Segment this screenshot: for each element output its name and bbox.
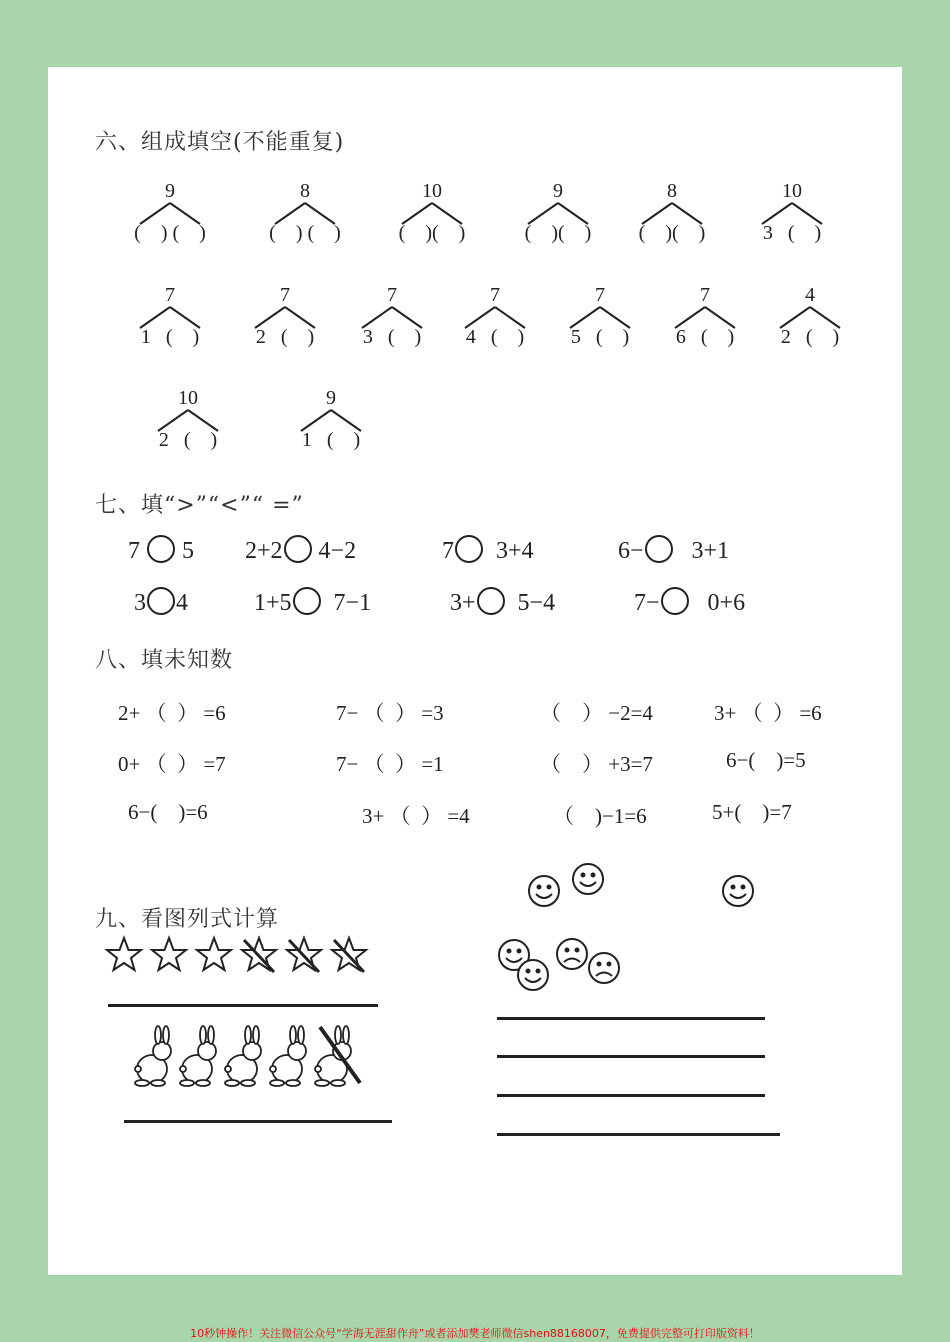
rabbit-icon [180,1026,216,1086]
sad-face-icon [557,939,587,969]
tree-parts[interactable]: ( )( ) [398,222,466,244]
rabbits-picture [128,1025,368,1090]
answer-line[interactable] [497,1133,780,1136]
tree-parts[interactable]: ( ) ( ) [134,222,206,244]
tree-total: 7 [490,284,500,306]
tree-parts[interactable]: 4 ( ) [465,326,525,348]
tree-total: 8 [300,180,310,202]
equation[interactable]: 3+ （ ） =4 [362,804,470,828]
composition-tree [105,180,235,250]
composition-tree [493,180,623,250]
tree-parts[interactable]: 6 ( ) [675,326,735,348]
tree-total: 9 [165,180,175,202]
star-icon [152,938,186,970]
composition-tree [123,387,253,457]
compare-item: 7 5 [128,538,194,566]
smile-face-icon [573,864,603,894]
tree-total: 8 [667,180,677,202]
section9-heading: 九、看图列式计算 [95,907,280,932]
equation[interactable]: 6−( )=5 [726,748,806,772]
tree-parts[interactable]: 3 ( ) [762,222,822,244]
tree-parts[interactable]: 2 ( ) [255,326,315,348]
equation[interactable]: 6−( )=6 [128,800,208,824]
compare-item: 3 4 [134,590,188,618]
equation[interactable]: 7− （ ） =1 [336,752,444,776]
tree-total: 7 [280,284,290,306]
section8-heading: 八、填未知数 [95,648,234,673]
composition-tree [240,180,370,250]
equation[interactable]: （ ） +3=7 [540,752,653,776]
tree-parts[interactable]: 2 ( ) [780,326,840,348]
tree-total: 10 [422,180,442,202]
stars-picture [104,935,374,975]
star-icon [197,938,231,970]
answer-line[interactable] [108,1004,378,1007]
tree-parts[interactable]: ( )( ) [638,222,706,244]
equation[interactable]: 7− （ ） =3 [336,701,444,725]
composition-tree [266,387,396,457]
compare-item: 1+5 7−1 [254,590,371,618]
equation[interactable]: （ )−1=6 [553,804,647,828]
answer-circle[interactable] [661,587,689,615]
tree-total: 9 [553,180,563,202]
tree-parts[interactable]: 3 ( ) [362,326,422,348]
star-icon [107,938,141,970]
composition-tree [105,284,235,354]
rabbit-icon [135,1026,171,1086]
composition-tree [367,180,497,250]
equation[interactable]: （ ） −2=4 [540,701,653,725]
tree-total: 4 [805,284,815,306]
answer-circle[interactable] [147,535,175,563]
composition-tree [727,180,857,250]
compare-item: 7 3+4 [442,538,534,566]
section6-heading: 六、组成填空(不能重复) [95,130,345,155]
sad-face-icon [589,953,619,983]
rabbit-icon [315,1026,351,1086]
answer-circle[interactable] [284,535,312,563]
smile-face-icon [723,876,753,906]
composition-tree [607,180,737,250]
equation[interactable]: 0+ （ ） =7 [118,752,226,776]
tree-total: 7 [595,284,605,306]
answer-line[interactable] [497,1055,765,1058]
equation[interactable]: 2+ （ ） =6 [118,701,226,725]
compare-item: 2+2 4−2 [245,538,356,566]
tree-parts[interactable]: 5 ( ) [570,326,630,348]
tree-parts[interactable]: 1 ( ) [140,326,200,348]
composition-tree [745,284,875,354]
footer-notice: 10秒钟操作！关注微信公众号“学海无涯甜作舟”或者添加樊老师微信shen88168007，免费提供完整可打印版资料！ [190,1327,760,1340]
answer-line[interactable] [124,1120,392,1123]
answer-circle[interactable] [293,587,321,615]
tree-parts[interactable]: ( ) ( ) [269,222,341,244]
tree-total: 9 [326,387,336,409]
tree-total: 7 [165,284,175,306]
answer-line[interactable] [497,1017,765,1020]
equation[interactable]: 3+ （ ） =6 [714,701,822,725]
rabbit-icon [225,1026,261,1086]
tree-total: 7 [700,284,710,306]
tree-parts[interactable]: ( )( ) [524,222,592,244]
tree-parts[interactable]: 2 ( ) [158,429,218,451]
faces-picture [492,860,762,995]
compare-item: 3+ 5−4 [450,590,555,618]
answer-circle[interactable] [147,587,175,615]
tree-parts[interactable]: 1 ( ) [301,429,361,451]
tree-total: 10 [782,180,802,202]
compare-item: 6− 3+1 [618,538,729,566]
tree-total: 7 [387,284,397,306]
answer-circle[interactable] [455,535,483,563]
compare-item: 7− 0+6 [634,590,745,618]
tree-total: 10 [178,387,198,409]
smile-face-icon [529,876,559,906]
answer-circle[interactable] [477,587,505,615]
answer-line[interactable] [497,1094,765,1097]
equation[interactable]: 5+( )=7 [712,800,792,824]
smile-face-icon [518,960,548,990]
answer-circle[interactable] [645,535,673,563]
rabbit-icon [270,1026,306,1086]
section7-heading: 七、填“>”“<”“ =” [95,493,304,518]
